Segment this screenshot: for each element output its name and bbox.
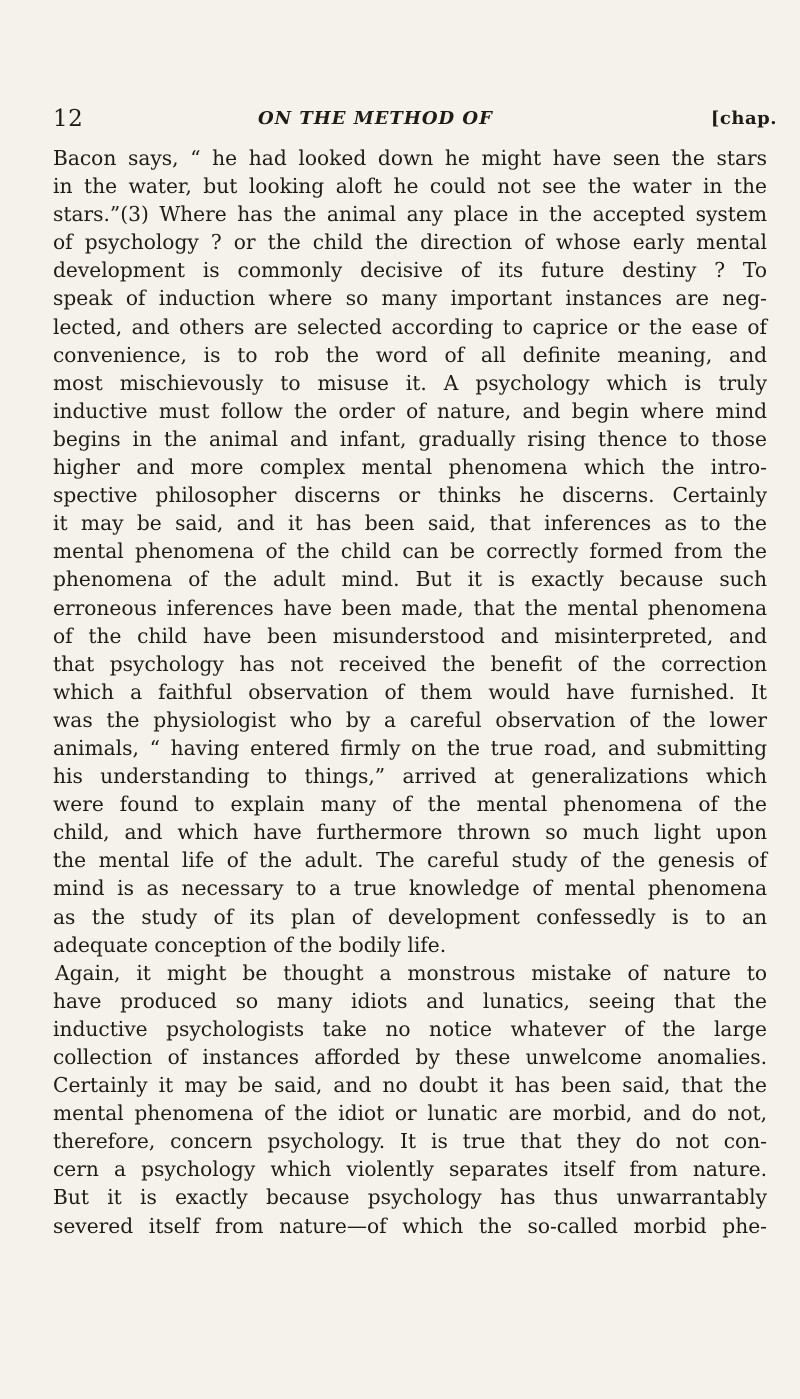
text-line: were found to explain many of the mental phenomena of the xyxy=(53,792,767,817)
text-line: lected, and others are selected according to caprice or the ease of xyxy=(53,314,767,339)
paragraph-end-line: adequate conception of the bodily life. xyxy=(53,932,447,957)
text-line: spective philosopher discerns or thinks he discerns. Certainly xyxy=(53,483,767,508)
text-line: was the physiologist who by a careful observation of the lower xyxy=(53,707,767,732)
text-line: as the study of its plan of development confessedly is to an xyxy=(53,904,767,929)
text-line: Certainly it may be said, and no doubt it has been said, that the xyxy=(53,1073,767,1098)
running-head xyxy=(53,106,775,140)
text-line: inductive must follow the order of nature, and begin where mind xyxy=(53,398,767,423)
text-line: mental phenomena of the child can be correctly formed from the xyxy=(53,539,767,564)
text-line: phenomena of the adult mind. But it is exactly because such xyxy=(53,567,767,592)
text-line: mind is as necessary to a true knowledge of mental phenomena xyxy=(53,876,767,901)
text-line: higher and more complex mental phenomena which the intro- xyxy=(53,455,767,480)
text-line: it may be said, and it has been said, that inferences as to the xyxy=(53,511,767,536)
text-line: that psychology has not received the benefit of the correction xyxy=(53,651,767,676)
paragraph-start-line: Again, it might be thought a monstrous mistake of nature to xyxy=(55,960,767,985)
text-line: But it is exactly because psychology has thus unwarrantably xyxy=(53,1185,767,1210)
text-line: most mischievously to misuse it. A psychology which is truly xyxy=(53,370,767,395)
text-line: of psychology ? or the child the direction of whose early mental xyxy=(53,230,767,255)
page-number: 12 xyxy=(53,106,84,132)
text-line: child, and which have furthermore thrown so much light upon xyxy=(53,820,767,845)
text-line: have produced so many idiots and lunatics, seeing that the xyxy=(53,988,767,1013)
text-line: development is commonly decisive of its future destiny ? To xyxy=(53,258,767,283)
text-line: inductive psychologists take no notice whatever of the large xyxy=(53,1016,767,1041)
text-line: the mental life of the adult. The careful study of the genesis of xyxy=(53,848,767,873)
text-line: stars.”(3) Where has the animal any place in the accepted system xyxy=(53,202,767,227)
text-line: Bacon says, “ he had looked down he might have seen the stars xyxy=(53,146,767,170)
text-line: which a faithful observation of them would have furnished. It xyxy=(53,679,767,704)
text-line: convenience, is to rob the word of all definite meaning, and xyxy=(53,342,767,367)
text-line: in the water, but looking aloft he could not see the water in the xyxy=(53,174,767,199)
text-line: severed itself from nature—of which the so-called morbid phe- xyxy=(53,1213,767,1238)
text-line: speak of induction where so many important instances are neg- xyxy=(53,286,767,311)
text-line: of the child have been misunderstood and misinterpreted, and xyxy=(53,623,767,648)
text-line: his understanding to things,” arrived at generalizations which xyxy=(53,764,767,789)
text-line: therefore, concern psychology. It is true that they do not con- xyxy=(53,1129,767,1154)
text-line: begins in the animal and infant, gradually rising thence to those xyxy=(53,426,767,451)
text-line: collection of instances afforded by these unwelcome anomalies. xyxy=(53,1045,767,1069)
text-line: cern a psychology which violently separates itself from nature. xyxy=(53,1157,767,1182)
running-title: ON THE METHOD OF xyxy=(258,108,493,129)
text-line: animals, “ having entered firmly on the true road, and submitting xyxy=(53,735,767,760)
body-text xyxy=(53,144,767,1240)
text-line: mental phenomena of the idiot or lunatic are morbid, and do not, xyxy=(53,1101,767,1126)
text-line: erroneous inferences have been made, that the mental phenomena xyxy=(53,595,767,620)
chapter-label: [chap. xyxy=(710,108,777,129)
